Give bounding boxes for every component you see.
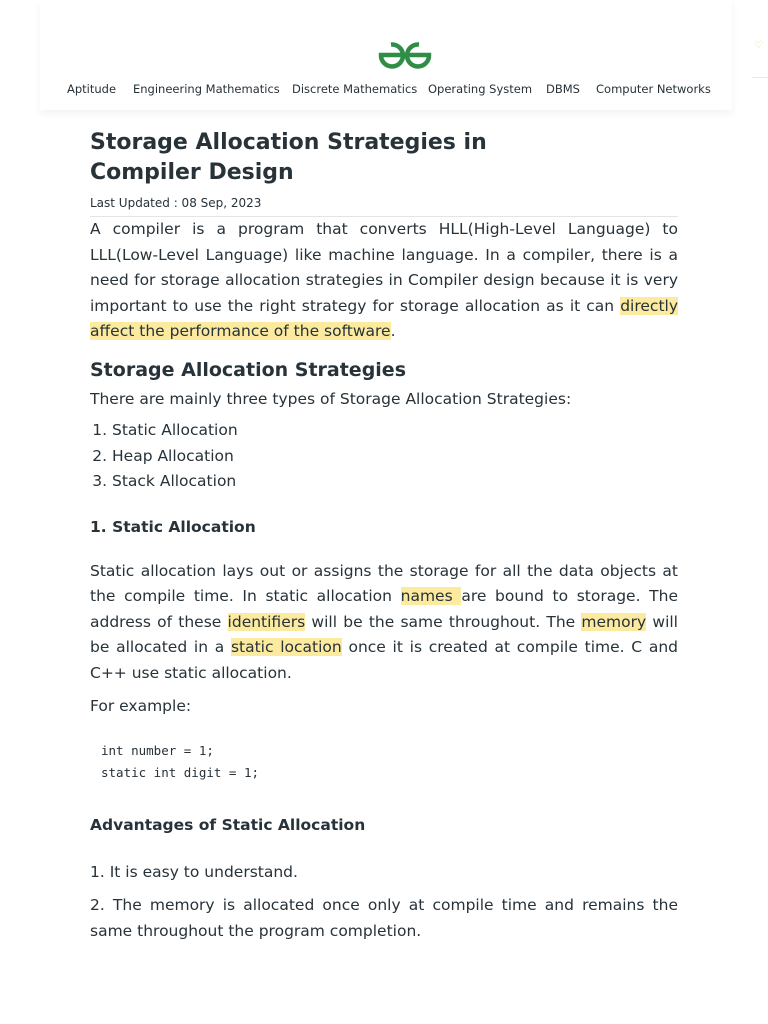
- header-divider: [752, 77, 768, 78]
- example-label: For example:: [90, 697, 192, 715]
- code-line: static int digit = 1;: [101, 764, 260, 780]
- static-allocation-paragraph: [90, 559, 678, 687]
- static-allocation-heading: 1. Static Allocation: [90, 517, 256, 536]
- nav-aptitude[interactable]: Aptitude: [67, 82, 117, 96]
- gfg-logo[interactable]: [375, 38, 435, 72]
- advantages-heading: Advantages of Static Allocation: [90, 815, 366, 834]
- static-text-1: Static allocation lays out or assigns the storage for all the data objects at the compile time. In static allocation: [90, 561, 678, 605]
- nav-engineering-mathematics[interactable]: Engineering Mathematics: [133, 82, 280, 96]
- list-item: 1. Static Allocation: [112, 418, 678, 444]
- advantage-item: 2. The memory is allocated once only at compile time and remains the same throughout the program completion.: [90, 896, 678, 940]
- list-item: 3. Stack Allocation: [112, 469, 678, 495]
- code-line: int number = 1;: [101, 742, 214, 758]
- static-text-3: will be the same throughout. The: [305, 612, 582, 631]
- section-intro: There are mainly three types of Storage Allocation Strategies:: [90, 389, 572, 408]
- static-text-2: are bound to storage. The address of these: [90, 587, 679, 631]
- advantage-item: 1. It is easy to understand.: [90, 862, 298, 881]
- intro-end: .: [390, 322, 396, 340]
- notification-icon[interactable]: ♡: [754, 40, 763, 51]
- nav-discrete-mathematics[interactable]: Discrete Mathematics: [292, 82, 418, 96]
- site-header: [40, 0, 763, 110]
- code-block: [90, 740, 678, 784]
- highlight-names[interactable]: names: [400, 587, 462, 605]
- last-updated: Last Updated : 08 Sep, 2023: [90, 196, 678, 217]
- nav-computer-networks[interactable]: Computer Networks: [596, 82, 711, 96]
- static-text-5: once it is created at compile time. C and C++ use static allocation.: [90, 638, 678, 682]
- article-body: [90, 128, 678, 944]
- allocation-types-list: [90, 418, 678, 495]
- list-item: 2. Heap Allocation: [112, 444, 678, 470]
- nav-operating-system[interactable]: Operating System: [428, 82, 533, 96]
- highlight-performance[interactable]: directly affect the performance of the software: [90, 296, 678, 340]
- intro-paragraph: [90, 217, 678, 345]
- static-text-4: will be allocated in a: [90, 612, 678, 656]
- section-title: Storage Allocation Strategies: [90, 358, 407, 381]
- page-title: Storage Allocation Strategies in Compiler Design: [90, 130, 487, 185]
- highlight-static-location[interactable]: static location: [230, 638, 342, 656]
- highlight-memory[interactable]: memory: [581, 612, 647, 631]
- highlight-identifiers[interactable]: identifiers: [227, 612, 306, 631]
- intro-text: A compiler is a program that converts HLL(High-Level Language) to LLL(Low-Level Language) like machine language. In a compiler, there is a need for storage allocation strategies in Compiler design because it is very important to use the right strategy for storage allocation as it can: [90, 220, 678, 315]
- nav-dbms[interactable]: DBMS: [546, 82, 580, 96]
- top-nav: [40, 82, 732, 100]
